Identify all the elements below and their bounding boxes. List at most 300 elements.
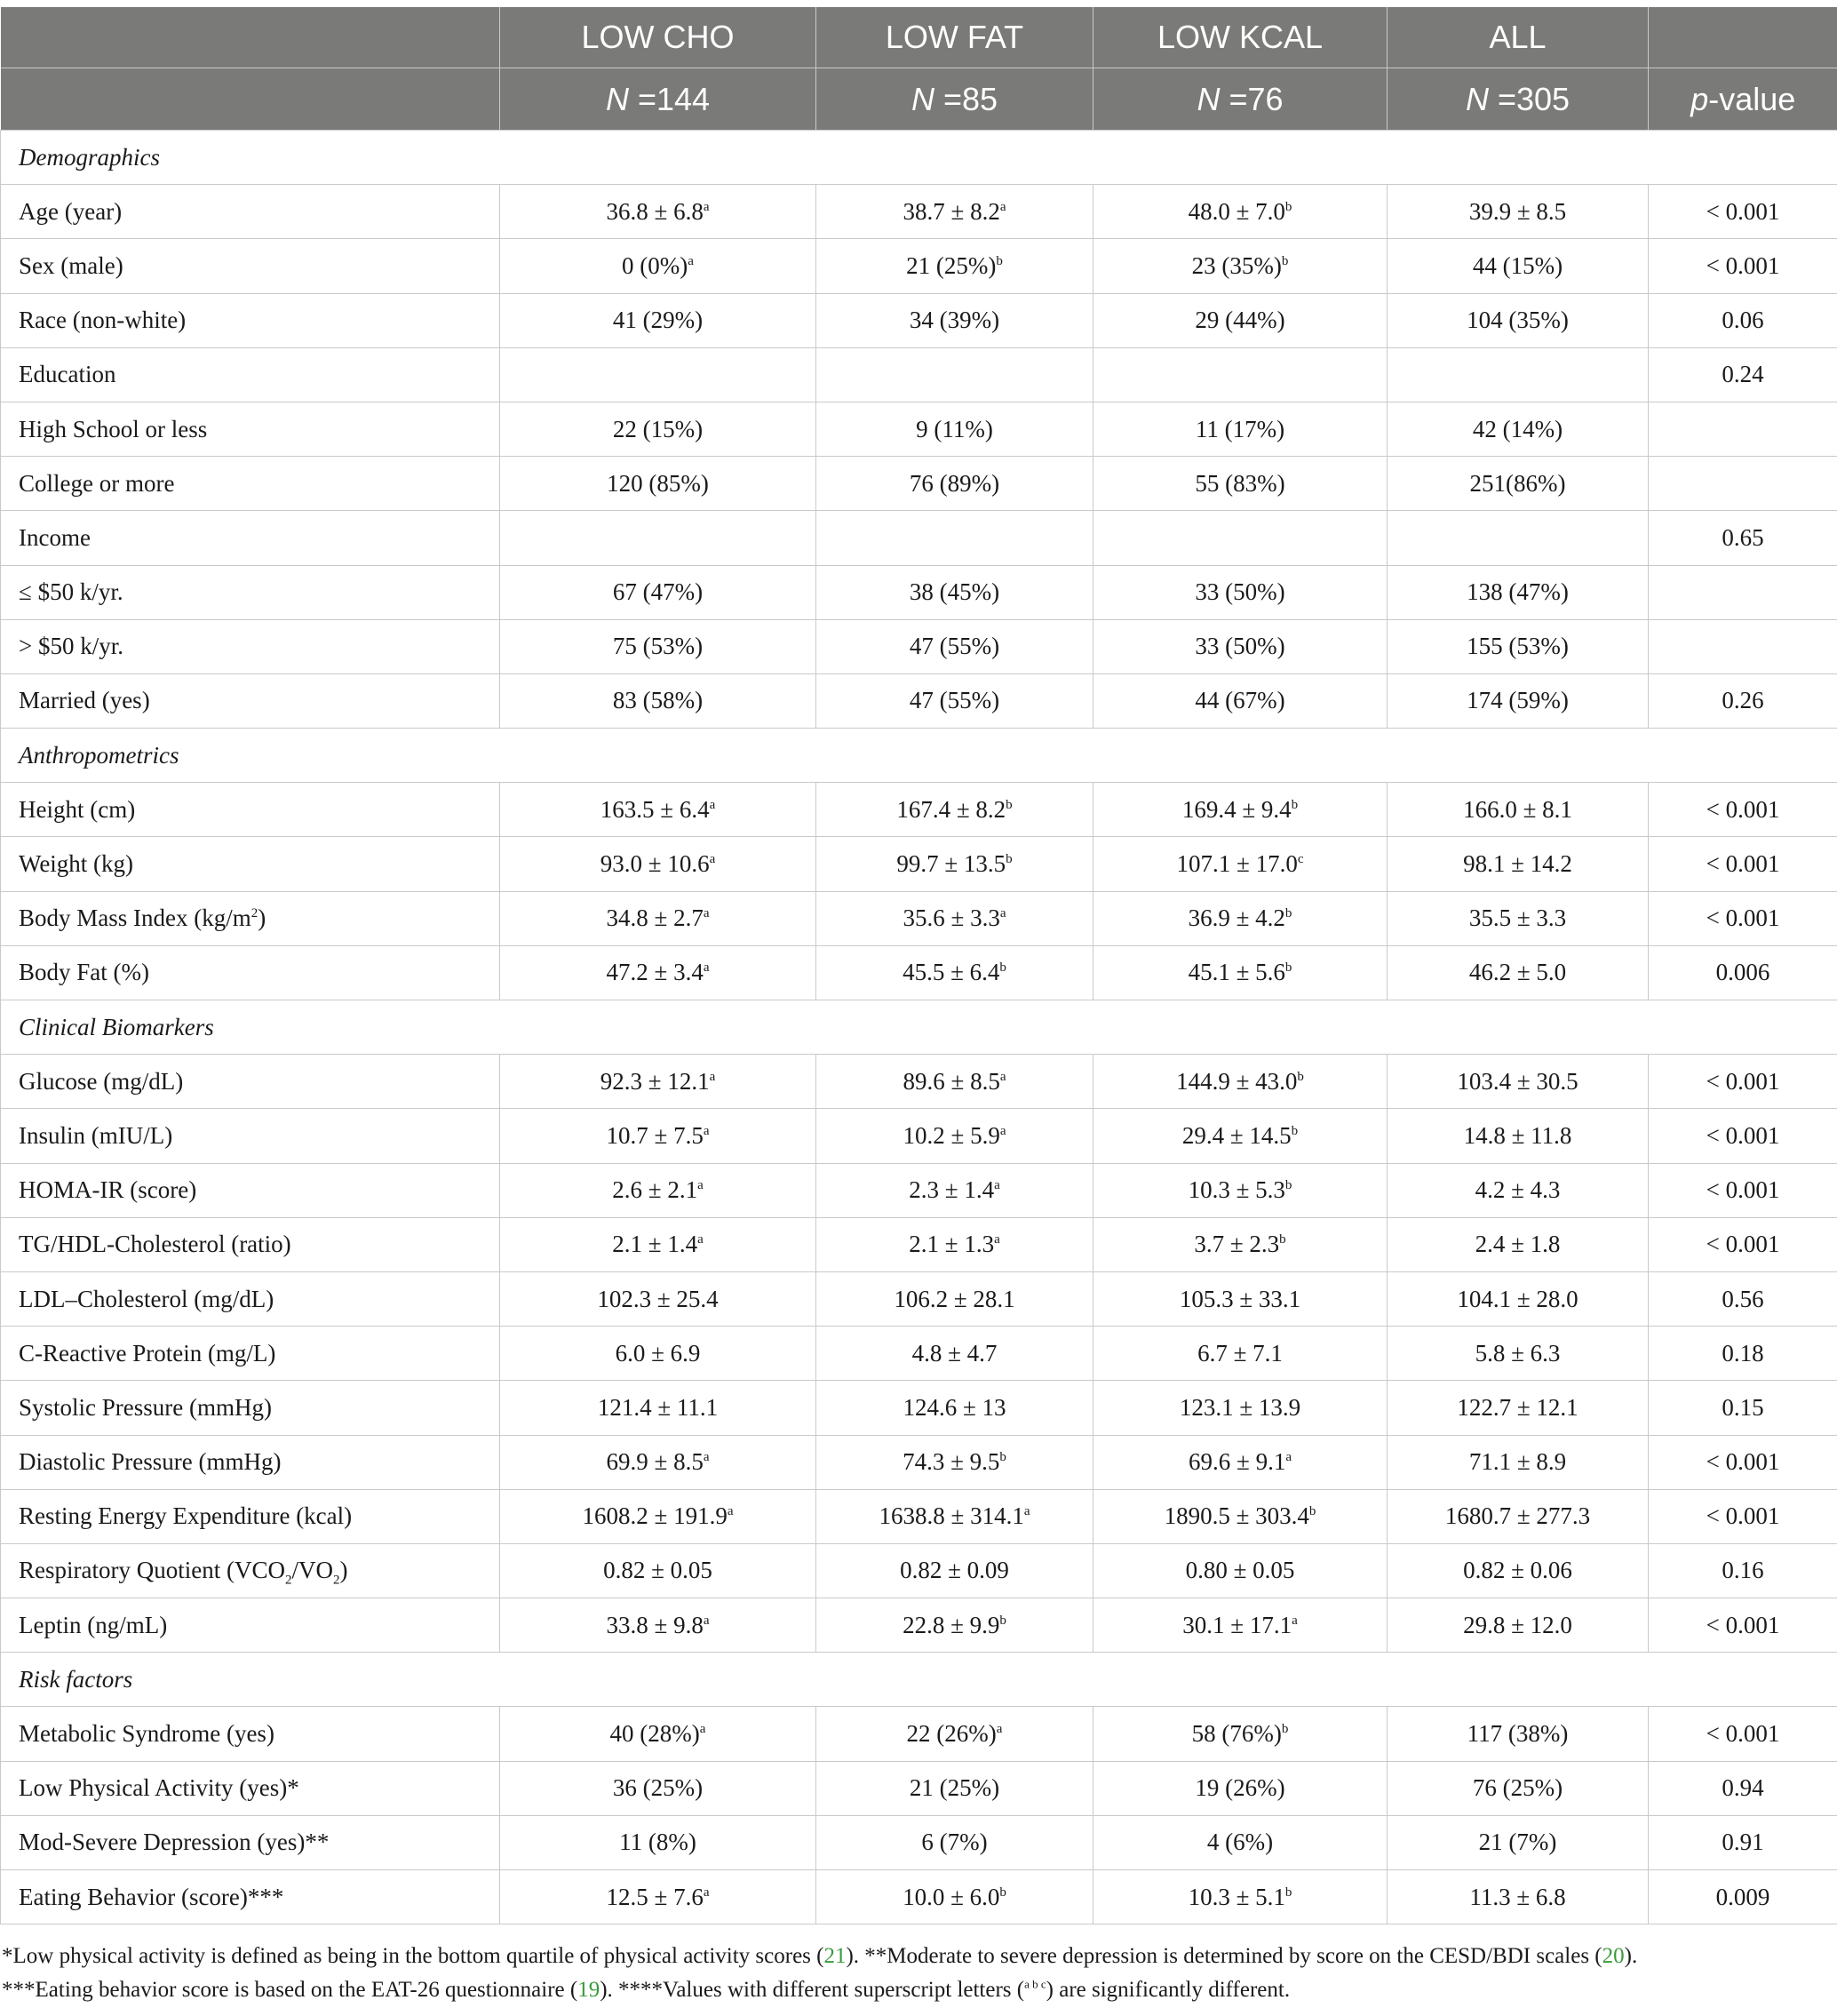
table-row [1, 1815, 1837, 1869]
table-row [1, 1271, 1837, 1326]
label-subscript: 2 [284, 1573, 292, 1588]
cell-value: 167.4 ± 8.2 [896, 795, 1006, 823]
row-label-text: Diastolic Pressure (mmHg) [19, 1448, 282, 1476]
cell-value: 121.4 ± 11.1 [597, 1393, 719, 1421]
cell-value: 10.3 ± 5.1 [1188, 1883, 1285, 1910]
header-row-groups [1, 7, 1837, 68]
footnote-text: ***Eating behavior score is based on the EAT-26 questionnaire ( [2, 1978, 578, 2002]
significance-letter: a [703, 199, 710, 214]
cell-value: 67 (47%) [612, 578, 704, 606]
row-label [1, 1327, 500, 1381]
row-label [1, 1489, 500, 1543]
cell-value: 33 (50%) [1195, 578, 1285, 606]
cell-p-value: < 0.001 [1649, 783, 1837, 837]
cell-low-cho [500, 1435, 816, 1489]
cell-value: 123.1 ± 13.9 [1179, 1393, 1301, 1421]
cell-low-fat [816, 565, 1093, 619]
cell-low-kcal [1093, 1543, 1388, 1598]
cell-low-fat [816, 347, 1093, 402]
cell-value: 10.2 ± 5.9 [903, 1121, 1000, 1149]
cell-low-kcal [1093, 673, 1388, 728]
section-heading: Demographics [1, 131, 1837, 185]
row-label-text: Leptin (ng/mL) [19, 1611, 168, 1638]
cell-low-cho [500, 619, 816, 673]
cell-low-kcal [1093, 1707, 1388, 1761]
cell-low-cho [500, 1489, 816, 1543]
cell-p-value: 0.16 [1649, 1543, 1837, 1598]
significance-letter: a [703, 960, 710, 976]
cell-value: 6.0 ± 6.9 [615, 1339, 701, 1367]
cell-value: 36 (25%) [612, 1774, 704, 1802]
row-label-text: Metabolic Syndrome (yes) [19, 1720, 274, 1748]
cell-low-fat [816, 1707, 1093, 1761]
significance-letter: b [1284, 906, 1292, 921]
cell-p-value: < 0.001 [1649, 1109, 1837, 1163]
cell-value: 19 (26%) [1195, 1774, 1285, 1802]
significance-letter: a [688, 253, 694, 268]
cell-value: 47 (55%) [909, 687, 1000, 714]
cell-all [1388, 1163, 1649, 1217]
header-group-low-cho: LOW CHO [500, 7, 816, 68]
table-header [1, 7, 1837, 131]
cell-all [1388, 1217, 1649, 1271]
cell-p-value [1649, 565, 1837, 619]
cell-all [1388, 1109, 1649, 1163]
row-label [1, 1543, 500, 1598]
cell-value: 4.2 ± 4.3 [1475, 1176, 1561, 1204]
significance-letter: a [699, 1722, 706, 1737]
cell-p-value: 0.65 [1649, 511, 1837, 565]
cell-value: 69.6 ± 9.1 [1189, 1448, 1286, 1476]
cell-low-cho [500, 837, 816, 891]
cell-low-fat [816, 1815, 1093, 1869]
cell-low-cho [500, 783, 816, 837]
significance-letter: a [996, 1722, 1003, 1737]
significance-letter: b [1308, 1504, 1316, 1519]
row-label [1, 1381, 500, 1435]
cell-value: 47 (55%) [909, 633, 1000, 660]
cell-p-value: < 0.001 [1649, 1055, 1837, 1109]
cell-low-kcal [1093, 1598, 1388, 1653]
cell-value: 174 (59%) [1467, 687, 1569, 714]
section-heading: Risk factors [1, 1653, 1837, 1707]
n-symbol: N [1197, 80, 1221, 117]
cell-value: 1608.2 ± 191.9 [582, 1502, 728, 1530]
row-label [1, 783, 500, 837]
cell-value: 106.2 ± 28.1 [894, 1285, 1015, 1312]
row-label [1, 1109, 500, 1163]
cell-value: 2.1 ± 1.4 [612, 1231, 698, 1258]
cell-p-value: 0.91 [1649, 1815, 1837, 1869]
cell-value: 103.4 ± 30.5 [1457, 1067, 1579, 1095]
cell-low-cho [500, 1055, 816, 1109]
row-label-text: Mod-Severe Depression (yes)** [19, 1829, 330, 1856]
cell-all [1388, 1761, 1649, 1815]
cell-value: 124.6 ± 13 [903, 1393, 1006, 1421]
table-footnotes [2, 1940, 1832, 2007]
row-label [1, 945, 500, 1000]
significance-letter: b [1291, 1123, 1299, 1138]
cell-low-kcal [1093, 1055, 1388, 1109]
cell-low-cho [500, 1217, 816, 1271]
row-label-text: Eating Behavior (score)*** [19, 1883, 284, 1910]
cell-value: 29.4 ± 14.5 [1181, 1121, 1292, 1149]
table-container [0, 7, 1837, 1924]
row-label [1, 1055, 500, 1109]
cell-p-value: < 0.001 [1649, 1489, 1837, 1543]
cell-value: 0.80 ± 0.05 [1185, 1557, 1295, 1584]
cell-value: 45.1 ± 5.6 [1188, 959, 1285, 986]
cell-value: 45.5 ± 6.4 [903, 959, 1000, 986]
header-n-label [1, 68, 500, 131]
cell-all [1388, 1381, 1649, 1435]
cell-all [1388, 1055, 1649, 1109]
cell-value: 35.5 ± 3.3 [1468, 904, 1567, 932]
cell-all [1388, 1271, 1649, 1326]
cell-value: 0.82 ± 0.05 [603, 1557, 712, 1584]
cell-low-kcal [1093, 1327, 1388, 1381]
cell-low-kcal [1093, 1761, 1388, 1815]
cell-low-kcal [1093, 891, 1388, 945]
cell-low-kcal [1093, 837, 1388, 891]
cell-value: 4 (6%) [1206, 1829, 1274, 1856]
cell-low-cho [500, 402, 816, 456]
cell-low-fat [816, 293, 1093, 347]
cell-value: 102.3 ± 25.4 [597, 1285, 719, 1312]
header-group-pvalue [1649, 7, 1837, 68]
cell-value: 33 (50%) [1195, 633, 1285, 660]
cell-all [1388, 1543, 1649, 1598]
cell-all [1388, 457, 1649, 511]
cell-value: 58 (76%) [1191, 1720, 1282, 1748]
cell-p-value: 0.15 [1649, 1381, 1837, 1435]
cell-value: 98.1 ± 14.2 [1463, 850, 1572, 878]
row-label-text: LDL–Cholesterol (mg/dL) [19, 1285, 274, 1312]
row-label [1, 1163, 500, 1217]
row-label-text: Insulin (mIU/L) [19, 1121, 173, 1149]
cell-low-cho [500, 891, 816, 945]
row-label-text: Income [19, 523, 91, 551]
cell-value: 104 (35%) [1467, 307, 1569, 334]
table-row [1, 1707, 1837, 1761]
reference-link[interactable]: 20 [1602, 1944, 1625, 1968]
significance-letter: b [999, 1450, 1006, 1465]
significance-letter: a [999, 906, 1006, 921]
row-label-text: Resting Energy Expenditure (kcal) [19, 1502, 353, 1530]
significance-letter: b [1281, 1722, 1289, 1737]
cell-all [1388, 783, 1649, 837]
cell-value: 166.0 ± 8.1 [1463, 795, 1572, 823]
cell-low-cho [500, 511, 816, 565]
row-label [1, 511, 500, 565]
footnote-line-2 [2, 1973, 1832, 2007]
table-row [1, 837, 1837, 891]
significance-letter: b [1284, 960, 1292, 976]
cell-all [1388, 891, 1649, 945]
cell-value: 0.82 ± 0.09 [900, 1557, 1009, 1584]
cell-low-cho [500, 1381, 816, 1435]
cell-value: 2.1 ± 1.3 [909, 1231, 995, 1258]
cell-value: 107.1 ± 17.0 [1176, 850, 1298, 878]
table-row [1, 945, 1837, 1000]
significance-letter: b [1284, 1178, 1292, 1193]
cell-value: 41 (29%) [612, 307, 704, 334]
significance-letter: a [697, 1232, 704, 1247]
cell-low-kcal [1093, 1109, 1388, 1163]
cell-all [1388, 1815, 1649, 1869]
cell-low-fat [816, 402, 1093, 456]
row-label [1, 837, 500, 891]
significance-letter: b [1281, 253, 1289, 268]
section-row [1, 1000, 1837, 1055]
row-label-text: Age (year) [19, 197, 123, 225]
cell-low-fat [816, 1598, 1093, 1653]
row-label-text: > $50 k/yr. [19, 633, 123, 660]
cell-low-fat [816, 945, 1093, 1000]
row-label-text: Education [19, 361, 116, 388]
cell-low-cho [500, 1271, 816, 1326]
table-row [1, 185, 1837, 239]
cell-all [1388, 673, 1649, 728]
cell-low-cho [500, 945, 816, 1000]
cell-value: 22 (15%) [612, 415, 704, 442]
row-label [1, 1435, 500, 1489]
cell-value: 23 (35%) [1191, 251, 1282, 279]
cell-low-cho [500, 565, 816, 619]
cell-value: 1638.8 ± 314.1 [879, 1502, 1024, 1530]
footnote-text: ). [1624, 1944, 1638, 1968]
cell-value: 42 (14%) [1472, 415, 1563, 442]
table-row [1, 1870, 1837, 1924]
cell-low-fat [816, 837, 1093, 891]
cell-value: 1890.5 ± 303.4 [1164, 1502, 1309, 1530]
cell-low-cho [500, 1109, 816, 1163]
header-n-low-cho [500, 68, 816, 131]
cell-p-value: 0.56 [1649, 1271, 1837, 1326]
row-label-text: Married (yes) [19, 687, 150, 714]
section-row [1, 131, 1837, 185]
cell-value: 5.8 ± 6.3 [1475, 1339, 1561, 1367]
cell-value: 2.4 ± 1.8 [1475, 1231, 1561, 1258]
cell-p-value: 0.18 [1649, 1327, 1837, 1381]
row-label [1, 402, 500, 456]
significance-letter: a [697, 1178, 704, 1193]
row-label-text: High School or less [19, 415, 208, 442]
significance-letter: a [703, 1885, 710, 1900]
significance-letter: a [999, 1123, 1006, 1138]
cell-value: 93.0 ± 10.6 [600, 850, 710, 878]
cell-low-fat [816, 1381, 1093, 1435]
cell-low-kcal [1093, 1217, 1388, 1271]
cell-low-kcal [1093, 1271, 1388, 1326]
row-label [1, 673, 500, 728]
row-label [1, 239, 500, 293]
cell-p-value [1649, 619, 1837, 673]
cell-value: 251(86%) [1469, 469, 1566, 497]
n-symbol: N [911, 80, 934, 117]
row-label [1, 1707, 500, 1761]
section-row [1, 729, 1837, 783]
cell-low-kcal [1093, 1870, 1388, 1924]
row-label-text: ) [339, 1557, 348, 1584]
section-heading: Clinical Biomarkers [1, 1000, 1837, 1055]
cell-value: 3.7 ± 2.3 [1194, 1231, 1280, 1258]
cell-value: 6 (7%) [921, 1829, 988, 1856]
cell-value: 83 (58%) [612, 687, 704, 714]
cell-low-kcal [1093, 1435, 1388, 1489]
reference-link[interactable]: 19 [577, 1978, 600, 2002]
cell-low-kcal [1093, 945, 1388, 1000]
reference-link[interactable]: 21 [823, 1944, 847, 1968]
cell-value: 117 (38%) [1467, 1720, 1569, 1748]
table-row [1, 511, 1837, 565]
cell-value: 21 (25%) [906, 251, 997, 279]
table-row [1, 1543, 1837, 1598]
cell-value: 12.5 ± 7.6 [606, 1883, 704, 1910]
cell-p-value [1649, 457, 1837, 511]
cell-low-kcal [1093, 293, 1388, 347]
row-label [1, 891, 500, 945]
significance-letter: b [1297, 1069, 1304, 1084]
cell-value: 33.8 ± 9.8 [606, 1611, 704, 1638]
cell-all [1388, 402, 1649, 456]
footnote-text: ). **Moderate to severe depression is determined by score on the CESD/BDI scales ( [846, 1944, 1602, 1968]
cell-value: 120 (85%) [607, 469, 709, 497]
cell-value: 21 (25%) [909, 1774, 1000, 1802]
table-body [1, 131, 1837, 1924]
cell-p-value: 0.009 [1649, 1870, 1837, 1924]
cell-value: 34 (39%) [909, 307, 1000, 334]
cell-low-cho [500, 1543, 816, 1598]
table-row [1, 1109, 1837, 1163]
significance-letter: a [709, 1069, 716, 1084]
cell-all [1388, 619, 1649, 673]
row-label [1, 619, 500, 673]
cell-value: 47.2 ± 3.4 [606, 959, 704, 986]
cell-low-cho [500, 293, 816, 347]
footnote-text: ) are significantly different. [1046, 1978, 1291, 2002]
cell-low-fat [816, 1870, 1093, 1924]
significance-letter: a [1023, 1504, 1030, 1519]
table-row [1, 293, 1837, 347]
cell-value: 30.1 ± 17.1 [1182, 1611, 1292, 1638]
table-row [1, 891, 1837, 945]
header-group-low-fat: LOW FAT [816, 7, 1093, 68]
significance-letter: a [703, 1613, 710, 1628]
cell-value: 22 (26%) [906, 1720, 997, 1748]
row-label [1, 1870, 500, 1924]
row-label-text: ≤ $50 k/yr. [19, 578, 123, 606]
header-group-low-kcal: LOW KCAL [1093, 7, 1388, 68]
cell-low-cho [500, 185, 816, 239]
row-label [1, 1815, 500, 1869]
cell-all [1388, 1598, 1649, 1653]
cell-value: 105.3 ± 33.1 [1179, 1285, 1301, 1312]
header-n-low-fat [816, 68, 1093, 131]
row-label-text: Glucose (mg/dL) [19, 1067, 184, 1095]
row-label-text: Height (cm) [19, 795, 136, 823]
cell-value: 138 (47%) [1467, 578, 1569, 606]
cell-p-value: 0.94 [1649, 1761, 1837, 1815]
cell-low-fat [816, 1543, 1093, 1598]
row-label [1, 457, 500, 511]
cell-value: 55 (83%) [1195, 469, 1285, 497]
cell-low-fat [816, 185, 1093, 239]
cell-value: 122.7 ± 12.1 [1457, 1393, 1579, 1421]
cell-low-cho [500, 673, 816, 728]
significance-letter: a [999, 1069, 1006, 1084]
row-label-text: Race (non-white) [19, 307, 187, 334]
cell-low-cho [500, 239, 816, 293]
cell-low-kcal [1093, 1163, 1388, 1217]
cell-low-cho [500, 1598, 816, 1653]
significance-letter: a [1285, 1450, 1292, 1465]
cell-low-fat [816, 1489, 1093, 1543]
significance-letter: b [999, 1613, 1006, 1628]
significance-letter: b [999, 960, 1006, 976]
cell-value: 48.0 ± 7.0 [1188, 197, 1285, 225]
cell-value: 44 (15%) [1472, 251, 1563, 279]
cell-low-cho [500, 1870, 816, 1924]
cell-low-cho [500, 1707, 816, 1761]
cell-value: 11 (17%) [1195, 415, 1285, 442]
significance-letter: a [703, 1450, 710, 1465]
cell-low-fat [816, 673, 1093, 728]
cell-value: 2.3 ± 1.4 [909, 1176, 995, 1204]
n-symbol: N [605, 80, 629, 117]
cell-low-fat [816, 1055, 1093, 1109]
table-row [1, 565, 1837, 619]
cell-value: 104.1 ± 28.0 [1457, 1285, 1579, 1312]
cell-low-kcal [1093, 402, 1388, 456]
row-label-text: Body Fat (%) [19, 959, 149, 986]
cell-value: 36.9 ± 4.2 [1188, 904, 1285, 932]
cell-value: 1680.7 ± 277.3 [1444, 1502, 1591, 1530]
cell-p-value: < 0.001 [1649, 1598, 1837, 1653]
significance-letter: b [1006, 852, 1013, 867]
n-value: =144 [637, 80, 711, 117]
significance-letter: a [994, 1232, 1000, 1247]
cell-low-fat [816, 457, 1093, 511]
cell-value: 38.7 ± 8.2 [903, 197, 1000, 225]
row-label-text: Respiratory Quotient (VCO [19, 1557, 285, 1584]
cell-low-kcal [1093, 511, 1388, 565]
cell-all [1388, 1870, 1649, 1924]
cell-value: 44 (67%) [1195, 687, 1285, 714]
row-label-text: Weight (kg) [19, 850, 134, 878]
cell-low-fat [816, 239, 1093, 293]
section-heading: Anthropometrics [1, 729, 1837, 783]
row-label-text: TG/HDL-Cholesterol (ratio) [19, 1231, 291, 1258]
cell-low-kcal [1093, 185, 1388, 239]
cell-low-kcal [1093, 1815, 1388, 1869]
cell-p-value [1649, 402, 1837, 456]
cell-low-fat [816, 891, 1093, 945]
cell-p-value: < 0.001 [1649, 837, 1837, 891]
table-row [1, 1381, 1837, 1435]
header-group-all: ALL [1388, 7, 1649, 68]
cell-value: 21 (7%) [1478, 1829, 1557, 1856]
cell-value: 29.8 ± 12.0 [1463, 1611, 1572, 1638]
p-symbol: p [1690, 80, 1709, 117]
cell-value: 163.5 ± 6.4 [600, 795, 710, 823]
cell-all [1388, 1489, 1649, 1543]
cell-all [1388, 511, 1649, 565]
table-row [1, 1327, 1837, 1381]
p-suffix: -value [1708, 80, 1796, 117]
cell-value: 6.7 ± 7.1 [1197, 1339, 1283, 1367]
table-row [1, 347, 1837, 402]
